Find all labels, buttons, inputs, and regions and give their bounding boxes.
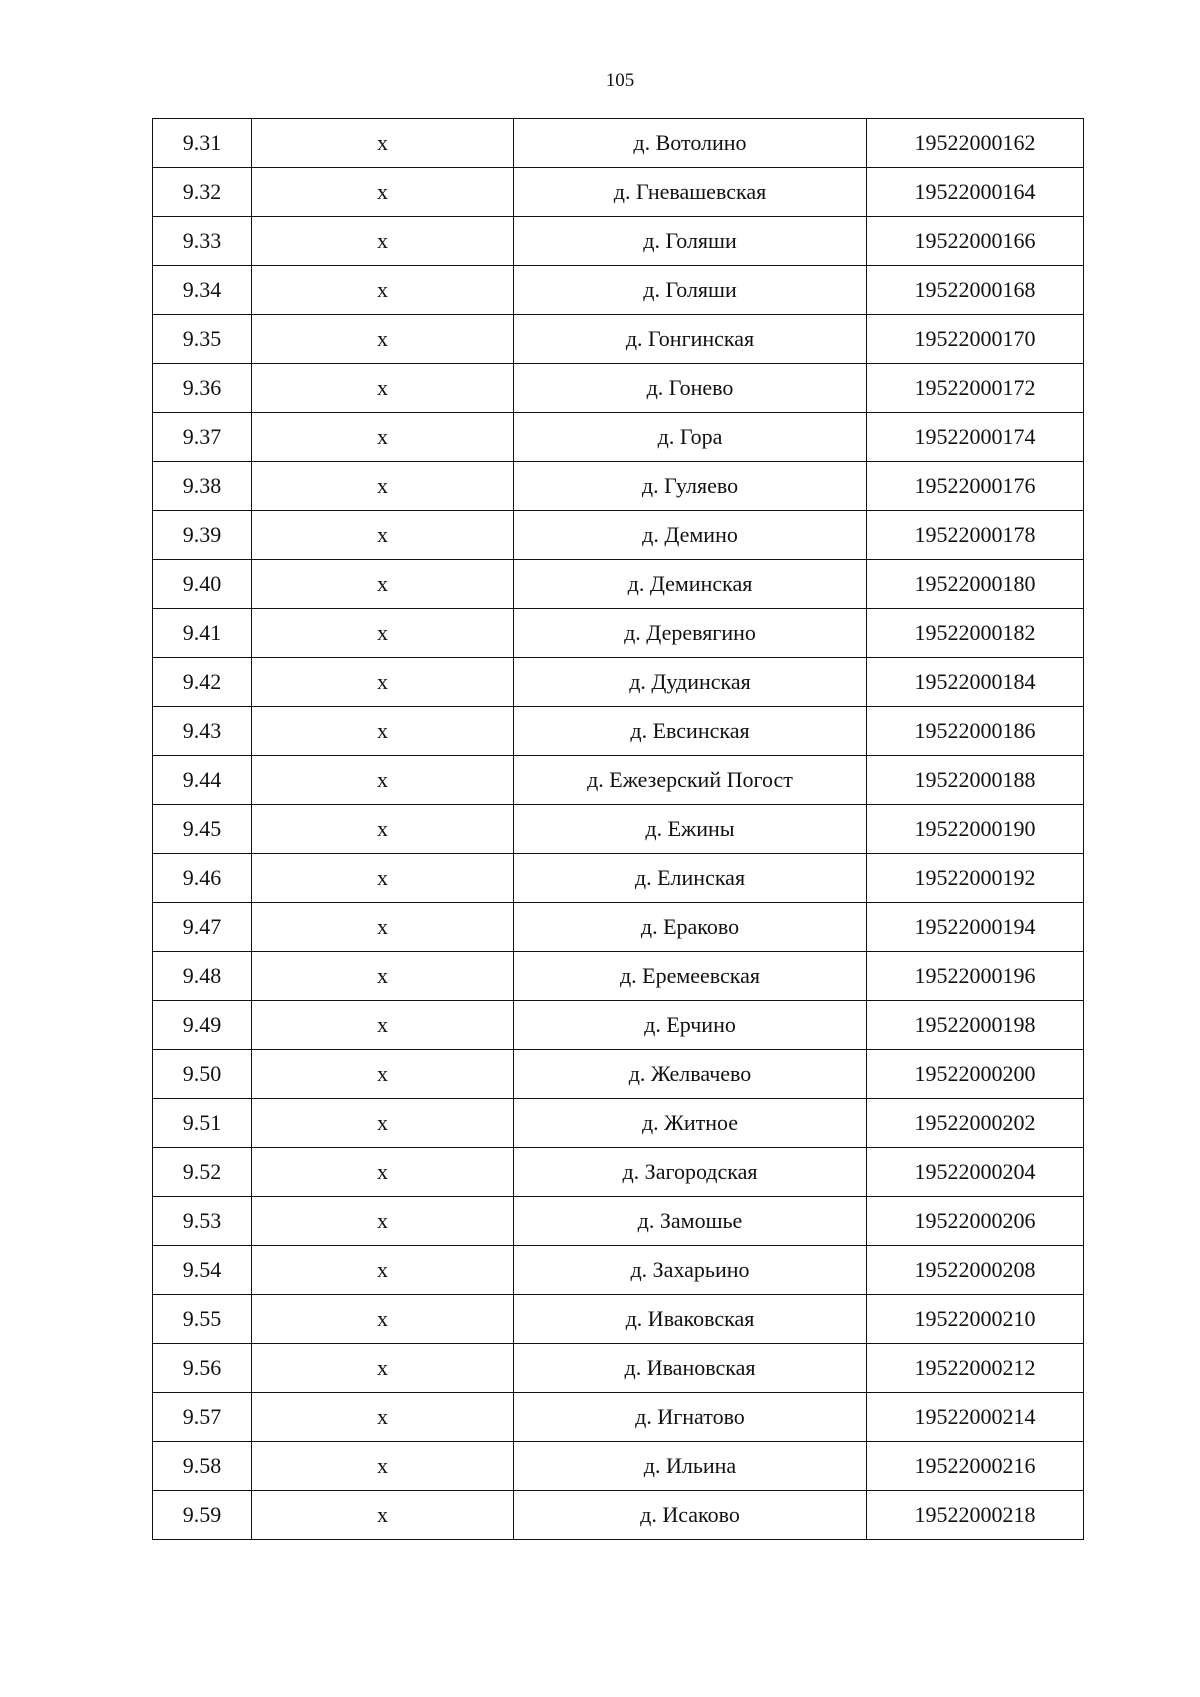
row-mark-cell: х [252, 560, 514, 609]
table-row [153, 707, 1084, 756]
row-number-cell: 9.34 [153, 266, 252, 315]
row-settlement-name-cell: д. Желвачево [514, 1050, 867, 1099]
row-code-cell: 19522000170 [867, 315, 1084, 364]
row-code-cell: 19522000200 [867, 1050, 1084, 1099]
row-mark-cell: х [252, 1393, 514, 1442]
row-code-cell: 19522000214 [867, 1393, 1084, 1442]
row-settlement-name-cell: д. Ераково [514, 903, 867, 952]
row-mark-cell: х [252, 1148, 514, 1197]
row-code-cell: 19522000208 [867, 1246, 1084, 1295]
row-settlement-name-cell: д. Деминская [514, 560, 867, 609]
row-code-cell: 19522000182 [867, 609, 1084, 658]
row-code-cell: 19522000176 [867, 462, 1084, 511]
row-mark-cell: х [252, 756, 514, 805]
row-code-cell: 19522000204 [867, 1148, 1084, 1197]
row-mark-cell: х [252, 1442, 514, 1491]
row-settlement-name-cell: д. Демино [514, 511, 867, 560]
row-mark-cell: х [252, 266, 514, 315]
row-settlement-name-cell: д. Гора [514, 413, 867, 462]
table-row [153, 511, 1084, 560]
row-mark-cell: х [252, 119, 514, 168]
table-row [153, 1393, 1084, 1442]
row-mark-cell: х [252, 1295, 514, 1344]
table-row [153, 952, 1084, 1001]
row-mark-cell: х [252, 1491, 514, 1540]
row-code-cell: 19522000212 [867, 1344, 1084, 1393]
row-mark-cell: х [252, 217, 514, 266]
table-row [153, 413, 1084, 462]
table-row [153, 903, 1084, 952]
table-row [153, 168, 1084, 217]
table-row [153, 609, 1084, 658]
row-code-cell: 19522000186 [867, 707, 1084, 756]
row-settlement-name-cell: д. Дудинская [514, 658, 867, 707]
table-row [153, 658, 1084, 707]
row-settlement-name-cell: д. Голяши [514, 217, 867, 266]
row-mark-cell: х [252, 903, 514, 952]
table-row [153, 119, 1084, 168]
row-settlement-name-cell: д. Деревягино [514, 609, 867, 658]
row-mark-cell: х [252, 1246, 514, 1295]
row-number-cell: 9.55 [153, 1295, 252, 1344]
row-code-cell: 19522000172 [867, 364, 1084, 413]
row-code-cell: 19522000184 [867, 658, 1084, 707]
table-row [153, 315, 1084, 364]
table-row [153, 1442, 1084, 1491]
row-settlement-name-cell: д. Загородская [514, 1148, 867, 1197]
row-number-cell: 9.49 [153, 1001, 252, 1050]
row-number-cell: 9.53 [153, 1197, 252, 1246]
row-code-cell: 19522000216 [867, 1442, 1084, 1491]
row-mark-cell: х [252, 952, 514, 1001]
row-code-cell: 19522000162 [867, 119, 1084, 168]
row-mark-cell: х [252, 658, 514, 707]
row-number-cell: 9.41 [153, 609, 252, 658]
row-mark-cell: х [252, 1197, 514, 1246]
row-code-cell: 19522000194 [867, 903, 1084, 952]
row-settlement-name-cell: д. Ивановская [514, 1344, 867, 1393]
row-code-cell: 19522000202 [867, 1099, 1084, 1148]
row-code-cell: 19522000192 [867, 854, 1084, 903]
row-code-cell: 19522000168 [867, 266, 1084, 315]
row-number-cell: 9.50 [153, 1050, 252, 1099]
row-number-cell: 9.47 [153, 903, 252, 952]
row-number-cell: 9.32 [153, 168, 252, 217]
row-number-cell: 9.59 [153, 1491, 252, 1540]
row-settlement-name-cell: д. Голяши [514, 266, 867, 315]
row-settlement-name-cell: д. Гонгинская [514, 315, 867, 364]
page-number: 105 [605, 70, 635, 91]
row-number-cell: 9.39 [153, 511, 252, 560]
table-row [153, 854, 1084, 903]
row-number-cell: 9.31 [153, 119, 252, 168]
table-row [153, 1491, 1084, 1540]
table-row [153, 462, 1084, 511]
row-code-cell: 19522000198 [867, 1001, 1084, 1050]
row-mark-cell: х [252, 1001, 514, 1050]
row-mark-cell: х [252, 364, 514, 413]
table-row [153, 1099, 1084, 1148]
row-settlement-name-cell: д. Ежезерский Погост [514, 756, 867, 805]
row-settlement-name-cell: д. Ерчино [514, 1001, 867, 1050]
table-row [153, 266, 1084, 315]
row-settlement-name-cell: д. Елинская [514, 854, 867, 903]
table-row [153, 1344, 1084, 1393]
row-code-cell: 19522000190 [867, 805, 1084, 854]
row-code-cell: 19522000180 [867, 560, 1084, 609]
row-number-cell: 9.52 [153, 1148, 252, 1197]
table-row [153, 1197, 1084, 1246]
row-code-cell: 19522000164 [867, 168, 1084, 217]
row-mark-cell: х [252, 854, 514, 903]
row-number-cell: 9.45 [153, 805, 252, 854]
row-code-cell: 19522000174 [867, 413, 1084, 462]
table-row [153, 1148, 1084, 1197]
row-number-cell: 9.44 [153, 756, 252, 805]
row-settlement-name-cell: д. Вотолино [514, 119, 867, 168]
row-number-cell: 9.35 [153, 315, 252, 364]
row-code-cell: 19522000196 [867, 952, 1084, 1001]
row-code-cell: 19522000178 [867, 511, 1084, 560]
table-row [153, 1246, 1084, 1295]
row-code-cell: 19522000206 [867, 1197, 1084, 1246]
row-settlement-name-cell: д. Иваковская [514, 1295, 867, 1344]
table-row [153, 1050, 1084, 1099]
row-code-cell: 19522000218 [867, 1491, 1084, 1540]
row-number-cell: 9.58 [153, 1442, 252, 1491]
row-number-cell: 9.42 [153, 658, 252, 707]
row-number-cell: 9.48 [153, 952, 252, 1001]
row-settlement-name-cell: д. Гонево [514, 364, 867, 413]
row-settlement-name-cell: д. Замошье [514, 1197, 867, 1246]
table-row [153, 364, 1084, 413]
row-settlement-name-cell: д. Гневашевская [514, 168, 867, 217]
row-number-cell: 9.43 [153, 707, 252, 756]
row-settlement-name-cell: д. Ежины [514, 805, 867, 854]
row-number-cell: 9.54 [153, 1246, 252, 1295]
row-mark-cell: х [252, 315, 514, 364]
row-settlement-name-cell: д. Захарьино [514, 1246, 867, 1295]
row-mark-cell: х [252, 1050, 514, 1099]
row-mark-cell: х [252, 805, 514, 854]
row-mark-cell: х [252, 168, 514, 217]
row-settlement-name-cell: д. Исаково [514, 1491, 867, 1540]
row-code-cell: 19522000166 [867, 217, 1084, 266]
row-mark-cell: х [252, 462, 514, 511]
row-settlement-name-cell: д. Евсинская [514, 707, 867, 756]
row-number-cell: 9.37 [153, 413, 252, 462]
row-number-cell: 9.46 [153, 854, 252, 903]
row-settlement-name-cell: д. Гуляево [514, 462, 867, 511]
row-number-cell: 9.57 [153, 1393, 252, 1442]
row-number-cell: 9.36 [153, 364, 252, 413]
row-number-cell: 9.56 [153, 1344, 252, 1393]
row-code-cell: 19522000210 [867, 1295, 1084, 1344]
row-number-cell: 9.51 [153, 1099, 252, 1148]
row-mark-cell: х [252, 707, 514, 756]
row-number-cell: 9.38 [153, 462, 252, 511]
table-row [153, 560, 1084, 609]
row-mark-cell: х [252, 609, 514, 658]
row-number-cell: 9.40 [153, 560, 252, 609]
table-row [153, 217, 1084, 266]
row-settlement-name-cell: д. Ильина [514, 1442, 867, 1491]
row-settlement-name-cell: д. Житное [514, 1099, 867, 1148]
table-body [153, 119, 1084, 1540]
table-row [153, 1001, 1084, 1050]
row-mark-cell: х [252, 511, 514, 560]
row-settlement-name-cell: д. Еремеевская [514, 952, 867, 1001]
row-mark-cell: х [252, 1099, 514, 1148]
table-row [153, 756, 1084, 805]
table-row [153, 1295, 1084, 1344]
row-code-cell: 19522000188 [867, 756, 1084, 805]
row-settlement-name-cell: д. Игнатово [514, 1393, 867, 1442]
settlements-table [152, 118, 1084, 1540]
row-mark-cell: х [252, 413, 514, 462]
row-mark-cell: х [252, 1344, 514, 1393]
table-row [153, 805, 1084, 854]
row-number-cell: 9.33 [153, 217, 252, 266]
